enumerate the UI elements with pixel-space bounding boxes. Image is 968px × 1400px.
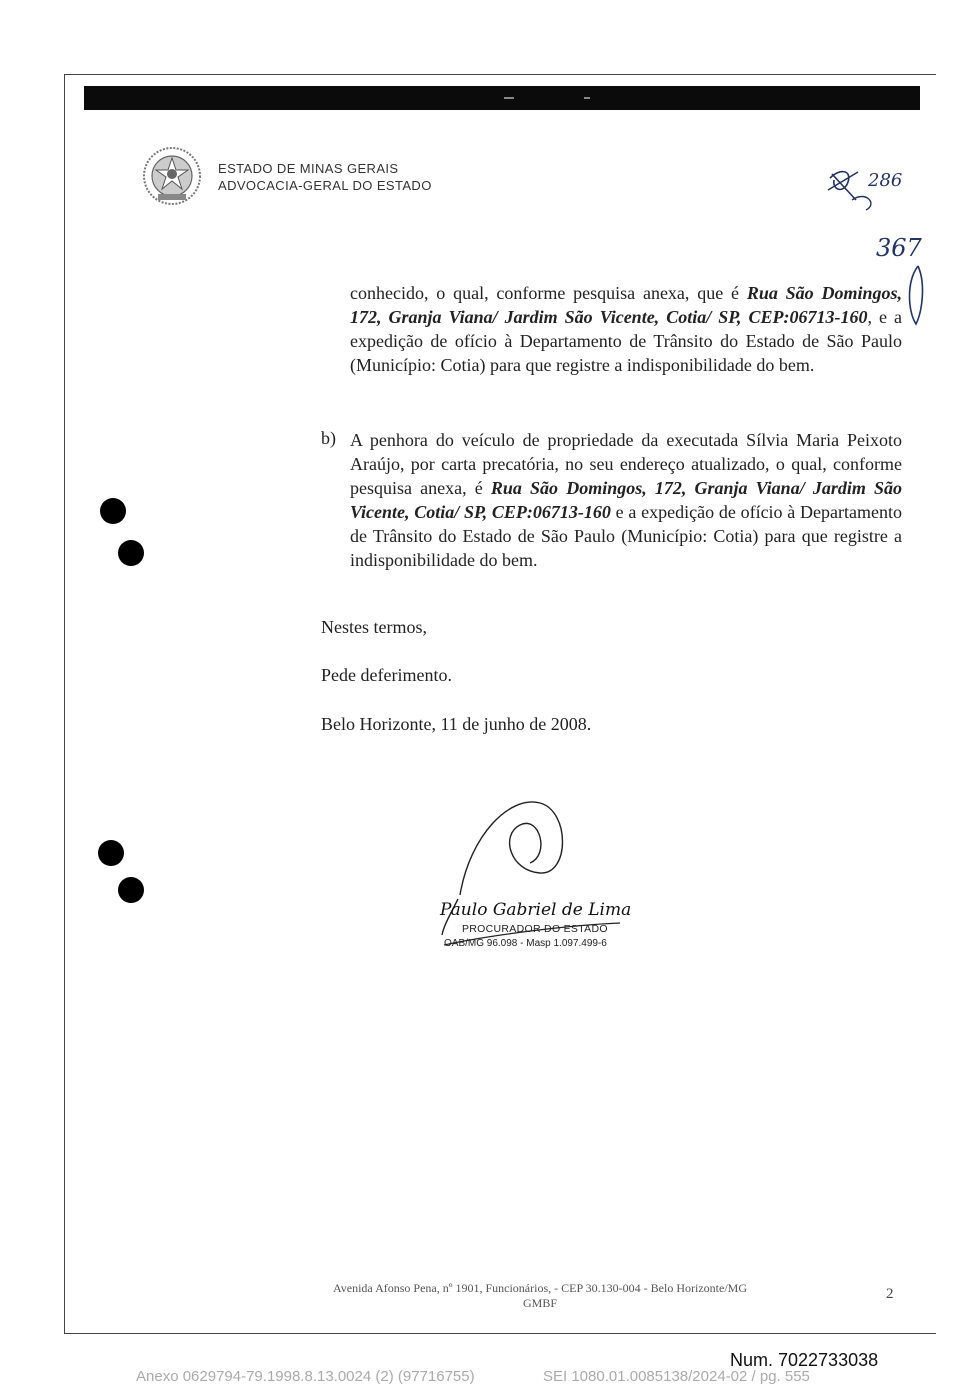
closing-request: Pede deferimento. <box>321 665 452 685</box>
punch-hole <box>118 540 144 566</box>
coat-of-arms-seal <box>138 144 206 208</box>
handwritten-page-number <box>874 226 934 266</box>
punch-hole <box>98 840 124 866</box>
letterhead <box>218 160 432 194</box>
item-b-label: b) <box>321 428 336 448</box>
page-number: 2 <box>886 1286 894 1302</box>
signature-registration: OAB/MG 96.098 - Masp 1.097.499-6 <box>444 938 607 949</box>
document-number: Num. 7022733038 <box>730 1350 879 1370</box>
paragraph-b: A penhora do veículo de propriedade da executada Sílvia Maria Peixoto Araújo, por carta precatória, no seu endereço atualizado, o qual, conforme pesquisa anexa, é Rua São Domingos, 172, Granja Viana/ Jardim São Vicente, Cotia/ SP, CEP:06713-160 e a expedição de ofício à Departamento de Trânsito do Estado de São Paulo (Município: Cotia) para que registre a indisponibilidade do bem. <box>350 430 902 570</box>
handwritten-page-marks <box>822 160 922 220</box>
punch-hole <box>100 498 126 524</box>
signature-title: PROCURADOR DO ESTADO <box>462 923 608 935</box>
letterhead-state: ESTADO DE MINAS GERAIS <box>218 161 399 176</box>
letterhead-office: ADVOCACIA-GERAL DO ESTADO <box>218 178 432 193</box>
annex-reference: Anexo 0629794-79.1998.8.13.0024 (2) (97716755) <box>136 1368 475 1385</box>
closing-terms: Nestes termos, <box>321 617 427 637</box>
footer-dept: GMBF <box>522 1296 557 1310</box>
punch-hole <box>118 877 144 903</box>
footer-address: Avenida Afonso Pena, nº 1901, Funcionários, - CEP 30.130-004 - Belo Horizonte/MG <box>332 1281 747 1295</box>
handwritten-bracket <box>902 262 932 332</box>
top-black-bar <box>84 86 920 110</box>
footer <box>300 1281 780 1311</box>
date-line: Belo Horizonte, 11 de junho de 2008. <box>321 714 592 734</box>
signature-name: Paulo Gabriel de Lima <box>440 900 632 920</box>
handwritten-number: 286 <box>868 170 903 191</box>
paragraph-a-continuation: conhecido, o qual, conforme pesquisa anexa, que é Rua São Domingos, 172, Granja Viana/ Jardim São Vicente, Cotia/ SP, CEP:06713-160, e a expedição de ofício à Departamento de Trânsito do Estado de São Paulo (Município: Cotia) para que registre a indisponibilidade do bem. <box>350 283 903 375</box>
handwritten-page-number-text: 367 <box>876 234 922 262</box>
page-frame <box>64 74 936 1334</box>
sei-reference: SEI 1080.01.0085138/2024-02 / pg. 555 <box>543 1368 810 1385</box>
